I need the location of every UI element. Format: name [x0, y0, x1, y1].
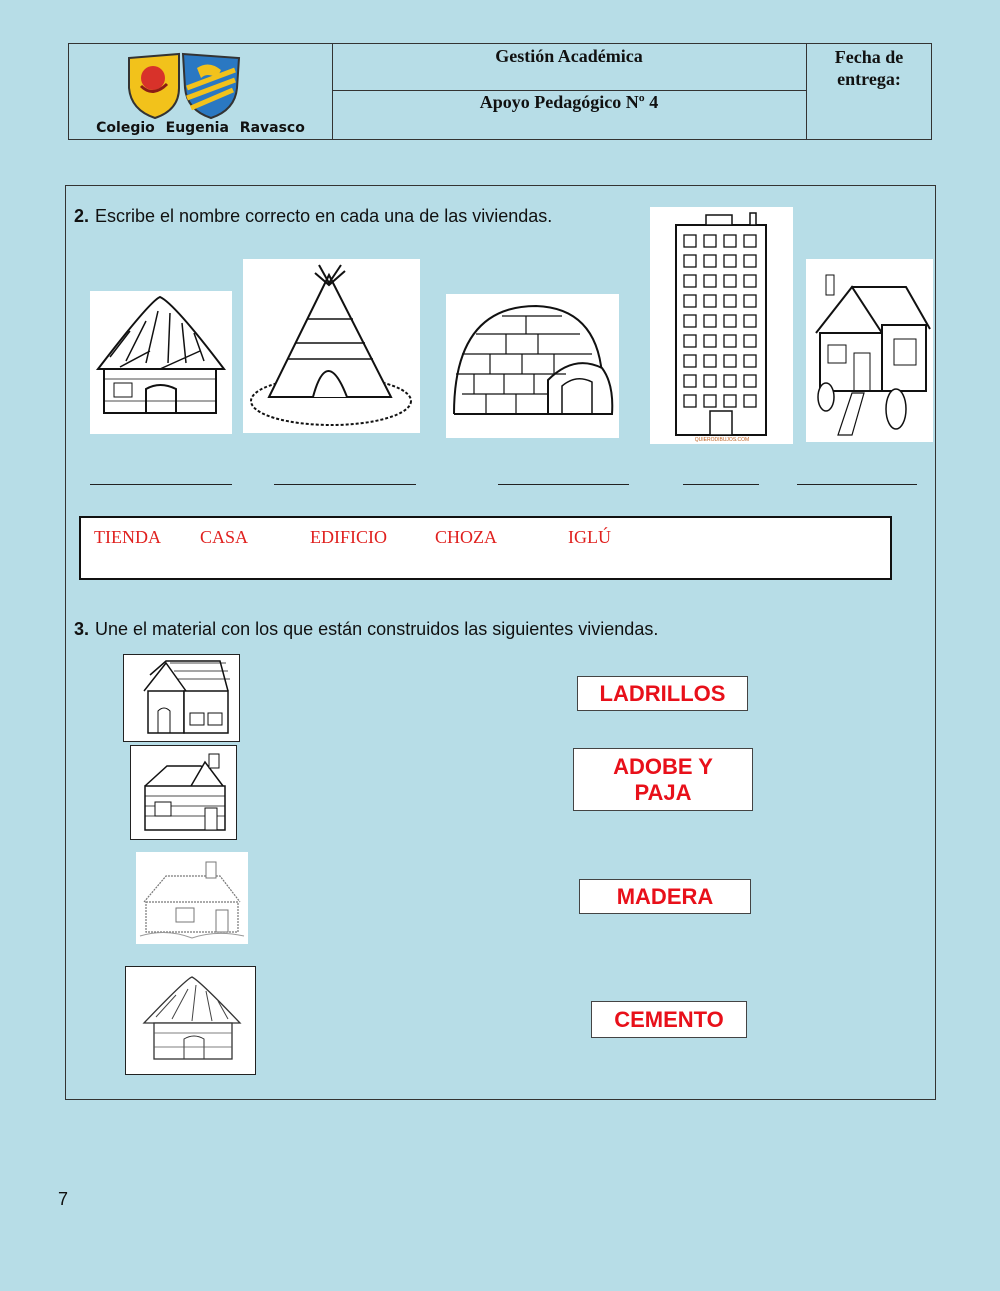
building-window: [724, 255, 736, 267]
answer-line[interactable]: [90, 484, 232, 485]
tipi-icon: [243, 259, 420, 433]
building-window: [684, 315, 696, 327]
building-window: [744, 335, 756, 347]
question-2-number: 2.: [74, 206, 90, 226]
building-window: [684, 235, 696, 247]
word-bank: [79, 516, 892, 580]
building-window: [684, 355, 696, 367]
building-window: [744, 375, 756, 387]
building-window: [724, 335, 736, 347]
igloo-icon: [446, 294, 619, 438]
word-bank-item[interactable]: CASA: [200, 527, 249, 547]
building-window: [744, 295, 756, 307]
building-window: [684, 275, 696, 287]
adobe-house-icon[interactable]: [136, 852, 248, 944]
question-3-number: 3.: [74, 619, 90, 639]
answer-line[interactable]: [498, 484, 629, 485]
material-option[interactable]: MADERA: [579, 879, 751, 914]
building-window: [684, 295, 696, 307]
building-window: [704, 275, 716, 287]
worksheet-subtitle: Apoyo Pedagógico Nº 4: [479, 92, 659, 112]
answer-line[interactable]: [274, 484, 416, 485]
building-window: [684, 375, 696, 387]
logo-cell: [69, 44, 333, 139]
material-option[interactable]: ADOBE Y PAJA: [573, 748, 753, 811]
word-bank-item[interactable]: EDIFICIO: [310, 527, 387, 547]
building-window: [684, 255, 696, 267]
building-window: [724, 275, 736, 287]
building-window: [704, 295, 716, 307]
building-window: [704, 235, 716, 247]
building-window: [724, 375, 736, 387]
building-window: [724, 315, 736, 327]
building-window: [704, 315, 716, 327]
thatched-hut-icon[interactable]: [125, 966, 256, 1075]
house-icon: [806, 259, 933, 442]
building-window: [704, 375, 716, 387]
building-window: [684, 335, 696, 347]
building-window: [744, 355, 756, 367]
question-2-text: Escribe el nombre correcto en cada una de las viviendas.: [95, 206, 553, 226]
question-3: [74, 619, 658, 640]
header-divider: [332, 90, 806, 91]
material-option[interactable]: LADRILLOS: [577, 676, 748, 711]
building-window: [744, 395, 756, 407]
apartment-building-icon: [650, 207, 793, 444]
building-window: [704, 335, 716, 347]
building-window: [724, 235, 736, 247]
word-bank-item[interactable]: TIENDA: [94, 527, 161, 547]
due-date-label: Fecha de entrega:: [834, 47, 904, 89]
building-window: [704, 395, 716, 407]
wooden-cabin-icon[interactable]: [130, 745, 237, 840]
answer-line[interactable]: [683, 484, 759, 485]
building-window: [724, 395, 736, 407]
department-title: Gestión Académica: [495, 46, 643, 66]
building-window: [744, 255, 756, 267]
header-table: [68, 43, 932, 140]
school-name: Colegio Eugenia Ravasco: [96, 120, 305, 136]
building-window: [724, 295, 736, 307]
building-window: [704, 255, 716, 267]
word-bank-item[interactable]: CHOZA: [435, 527, 497, 547]
brick-house-icon[interactable]: [123, 654, 240, 742]
building-window: [744, 235, 756, 247]
building-window: [704, 355, 716, 367]
straw-hut-icon: [90, 291, 232, 434]
page-number: 7: [58, 1189, 69, 1209]
school-crest-icon: [123, 48, 243, 120]
answer-line[interactable]: [797, 484, 917, 485]
material-option[interactable]: CEMENTO: [591, 1001, 747, 1038]
watermark-text: QUIERODIBUJOS.COM: [694, 437, 750, 443]
building-window: [684, 395, 696, 407]
word-bank-item[interactable]: IGLÚ: [568, 527, 611, 547]
question-3-text: Une el material con los que están construidos las siguientes viviendas.: [95, 619, 659, 639]
question-2: [74, 206, 552, 227]
building-window: [744, 315, 756, 327]
header-title-cell: [332, 44, 807, 139]
building-window: [724, 355, 736, 367]
building-window: [744, 275, 756, 287]
